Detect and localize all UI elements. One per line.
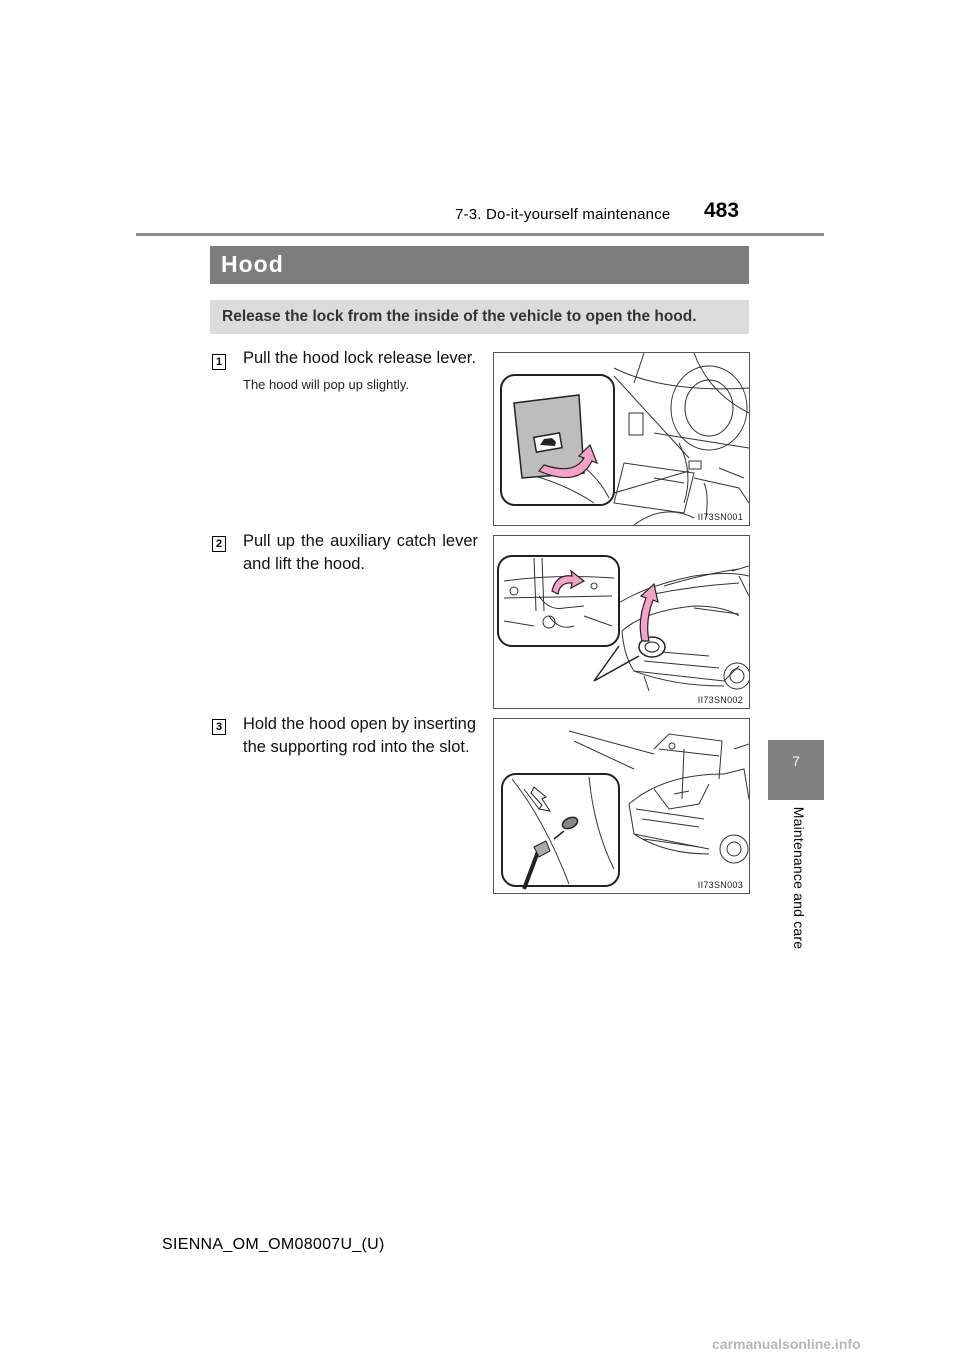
- figure-supporting-rod: [493, 718, 750, 894]
- step-number: 1: [212, 354, 226, 370]
- page-title: Hood: [221, 251, 284, 277]
- document-code: SIENNA_OM_OM08007U_(U): [162, 1236, 385, 1253]
- figure-code: II73SN001: [697, 512, 743, 522]
- figure-code: II73SN003: [697, 880, 743, 890]
- step-instruction: Pull up the auxiliary catch lever: [243, 532, 478, 550]
- intro-text: Release the lock from the inside of the vehicle to open the hood.: [222, 308, 697, 325]
- figure-code: II73SN002: [697, 695, 743, 705]
- page-number: 483: [704, 199, 740, 222]
- header-divider: [136, 233, 824, 236]
- dashboard-illustration: [494, 353, 749, 525]
- step-number: 2: [212, 536, 226, 552]
- chapter-title: Maintenance and care: [791, 806, 807, 950]
- chapter-number: 7: [792, 753, 800, 769]
- step-instruction-continued: the supporting rod into the slot.: [243, 738, 470, 756]
- hood-lift-illustration: [494, 536, 749, 708]
- support-rod-illustration: [494, 719, 749, 893]
- step-instruction: Pull the hood lock release lever.: [243, 349, 476, 367]
- chapter-tab: [768, 740, 824, 800]
- watermark: carmanualsonline.info: [712, 1336, 861, 1352]
- title-bar: [210, 246, 749, 284]
- step-instruction: Hold the hood open by inserting: [243, 715, 476, 733]
- step-note: The hood will pop up slightly.: [243, 377, 409, 392]
- step-instruction-continued: and lift the hood.: [243, 555, 366, 573]
- figure-auxiliary-catch-lever: [493, 535, 750, 709]
- section-heading: 7-3. Do-it-yourself maintenance: [455, 206, 671, 223]
- step-number: 3: [212, 719, 226, 735]
- figure-hood-release-lever: [493, 352, 750, 526]
